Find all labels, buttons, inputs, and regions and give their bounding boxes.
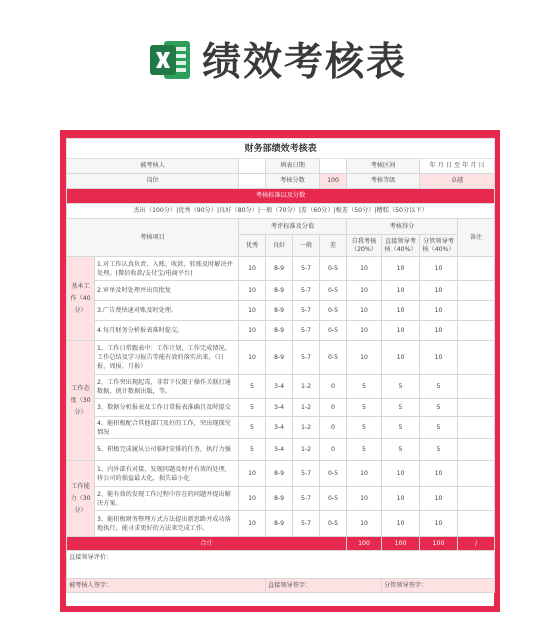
category-basic: 基本工作（40分）: [67, 257, 95, 341]
division-score[interactable]: 10: [420, 301, 458, 321]
average-value: 5-7: [293, 257, 320, 281]
score-group-header: 考核得分: [347, 219, 458, 235]
poor-value: 0-5: [320, 487, 347, 511]
poor-header: 差: [320, 235, 347, 257]
direct-score[interactable]: 10: [382, 257, 420, 281]
remark-cell[interactable]: [458, 341, 495, 375]
remark-cell[interactable]: [458, 257, 495, 281]
direct-score[interactable]: 10: [382, 461, 420, 487]
division-score-header: 分管领导考核（40%）: [420, 235, 458, 257]
item-header: 考核项目: [67, 219, 239, 257]
direct-score[interactable]: 10: [382, 341, 420, 375]
self-score-header: 自我考核（20%）: [347, 235, 382, 257]
poor-value: 0-5: [320, 281, 347, 301]
direct-score-header: 直接领导考核（40%）: [382, 235, 420, 257]
remark-cell[interactable]: [458, 321, 495, 341]
division-score[interactable]: 5: [420, 439, 458, 461]
excellent-value: 10: [239, 487, 266, 511]
good-value: 8-9: [266, 461, 293, 487]
good-value: 3-4: [266, 375, 293, 399]
poor-value: 0: [320, 439, 347, 461]
item-text: 3.广告费快速对账及时处理。: [95, 301, 239, 321]
grade-value: 卓越: [420, 174, 495, 189]
direct-score[interactable]: 10: [382, 511, 420, 537]
item-text: 3、能积极财务整理方式方法提出新思路并成功落地执行，能寻求更好的方法来完成工作。: [95, 511, 239, 537]
position-field[interactable]: [239, 174, 266, 189]
remark-cell[interactable]: [458, 487, 495, 511]
fill-date-label: 填表日期: [266, 159, 320, 174]
excellent-value: 10: [239, 281, 266, 301]
appraisal-table: [66, 138, 495, 593]
item-text: 1.对工作认真负责，入账、收款、转账及时解决并处理。(微信收款/支付宝/电商平台): [95, 257, 239, 281]
self-score[interactable]: 10: [347, 487, 382, 511]
item-text: 2.审单及时处理并出页批复: [95, 281, 239, 301]
assessee-signature[interactable]: 被考核人签字：: [67, 579, 266, 593]
self-score[interactable]: 5: [347, 417, 382, 439]
good-value: 8-9: [266, 511, 293, 537]
position-label: 岗位: [67, 174, 239, 189]
poor-value: 0-5: [320, 341, 347, 375]
division-score[interactable]: 10: [420, 461, 458, 487]
page-header: [0, 0, 560, 128]
remark-cell[interactable]: [458, 417, 495, 439]
poor-value: 0-5: [320, 301, 347, 321]
direct-score[interactable]: 10: [382, 487, 420, 511]
division-score[interactable]: 10: [420, 321, 458, 341]
page-title: 绩效考核表: [202, 39, 408, 85]
division-score[interactable]: 10: [420, 281, 458, 301]
excellent-value: 5: [239, 399, 266, 417]
direct-signature[interactable]: 直接领导签字：: [266, 579, 382, 593]
item-text: 1、内外部有对接，发现问题及时并有效的处理，将公司的损益最大化，损失最小化: [95, 461, 239, 487]
good-value: 8-9: [266, 301, 293, 321]
direct-score[interactable]: 10: [382, 281, 420, 301]
total-division: 100: [420, 537, 458, 551]
average-value: 1-2: [293, 439, 320, 461]
division-score[interactable]: 5: [420, 417, 458, 439]
self-score[interactable]: 10: [347, 301, 382, 321]
period-field[interactable]: 年 月 日 至 年 月 日: [420, 159, 495, 174]
poor-value: 0-5: [320, 461, 347, 487]
item-text: 4、能积极配合其他部门及好的工作，突出现探究情况: [95, 417, 239, 439]
average-value: 1-2: [293, 417, 320, 439]
division-score[interactable]: 5: [420, 375, 458, 399]
score-value: 100: [320, 174, 347, 189]
item-text: 1、工作日常跟表中：工作计划、工作完成情况、工作总结及学习报告等能有效的落实出来。（日报、周报、月报）: [95, 341, 239, 375]
direct-score[interactable]: 5: [382, 439, 420, 461]
standard-title: 考核标准以及分数: [67, 189, 495, 204]
total-direct: 100: [382, 537, 420, 551]
assessee-label: 被考核人: [67, 159, 239, 174]
excellent-value: 10: [239, 301, 266, 321]
score-label: 考核分数: [266, 174, 320, 189]
excellent-value: 5: [239, 417, 266, 439]
excellent-header: 优秀: [239, 235, 266, 257]
self-score[interactable]: 10: [347, 511, 382, 537]
division-signature[interactable]: 分管领导签字：: [382, 579, 495, 593]
good-value: 8-9: [266, 341, 293, 375]
category-attitude: 工作态度（30分）: [67, 341, 95, 461]
total-remark: /: [458, 537, 495, 551]
direct-score[interactable]: 5: [382, 417, 420, 439]
direct-score[interactable]: 10: [382, 301, 420, 321]
item-text: 4.每月财务分析报表准时提交。: [95, 321, 239, 341]
division-score[interactable]: 10: [420, 487, 458, 511]
self-score[interactable]: 5: [347, 375, 382, 399]
item-text: 2、能有效的发现工作过程中存在的问题并提出解决方案。: [95, 487, 239, 511]
direct-score[interactable]: 5: [382, 375, 420, 399]
sheet-frame: [60, 130, 500, 612]
total-self: 100: [347, 537, 382, 551]
excellent-value: 10: [239, 341, 266, 375]
excellent-value: 10: [239, 257, 266, 281]
poor-value: 0: [320, 399, 347, 417]
total-row: [67, 537, 495, 551]
division-score[interactable]: 5: [420, 399, 458, 417]
good-header: 良好: [266, 235, 293, 257]
good-value: 3-4: [266, 417, 293, 439]
item-text: 2、工作突出现起毒，非常下仅限于操作关联打通数据，统计数据出版，等。: [95, 375, 239, 399]
remark-cell[interactable]: [458, 439, 495, 461]
item-text: 5、积极完成履从公司临时安排的任务，执行力强: [95, 439, 239, 461]
self-score[interactable]: 5: [347, 439, 382, 461]
average-value: 5-7: [293, 487, 320, 511]
criteria-group-header: 考评标准及分值: [239, 219, 347, 235]
division-score[interactable]: 10: [420, 257, 458, 281]
average-value: 5-7: [293, 281, 320, 301]
good-value: 3-4: [266, 439, 293, 461]
direct-score[interactable]: 5: [382, 399, 420, 417]
excellent-value: 10: [239, 321, 266, 341]
form-title: 财务部绩效考核表: [67, 139, 495, 159]
self-score[interactable]: 10: [347, 281, 382, 301]
category-ability: 工作能力（30分）: [67, 461, 95, 537]
remark-cell[interactable]: [458, 511, 495, 537]
average-value: 5-7: [293, 301, 320, 321]
good-value: 3-4: [266, 399, 293, 417]
self-score[interactable]: 10: [347, 341, 382, 375]
poor-value: 0: [320, 375, 347, 399]
fill-date-field[interactable]: [320, 159, 347, 174]
good-value: 8-9: [266, 321, 293, 341]
remark-cell[interactable]: [458, 399, 495, 417]
poor-value: 0-5: [320, 257, 347, 281]
excellent-value: 10: [239, 511, 266, 537]
excel-icon: [150, 37, 192, 83]
remark-cell[interactable]: [458, 281, 495, 301]
self-score[interactable]: 10: [347, 257, 382, 281]
direct-comment-field[interactable]: 直接领导评价：: [67, 551, 495, 579]
division-score[interactable]: 10: [420, 341, 458, 375]
good-value: 8-9: [266, 487, 293, 511]
good-value: 8-9: [266, 257, 293, 281]
average-header: 一般: [293, 235, 320, 257]
item-text: 3、数据分析报表及工作日常报表准确且及时提交: [95, 399, 239, 417]
good-value: 8-9: [266, 281, 293, 301]
standard-text: 杰出（100分）|优秀（90分）|良好（80分）|一般（70分）|差（60分）|极差（50分）|糟糕（50分以下）: [67, 204, 495, 219]
remark-cell[interactable]: [458, 461, 495, 487]
average-value: 1-2: [293, 399, 320, 417]
division-score[interactable]: 10: [420, 511, 458, 537]
remark-cell[interactable]: [458, 375, 495, 399]
poor-value: 0-5: [320, 511, 347, 537]
excellent-value: 10: [239, 461, 266, 487]
average-value: 5-7: [293, 321, 320, 341]
self-score[interactable]: 5: [347, 399, 382, 417]
average-value: 5-7: [293, 511, 320, 537]
assessee-field[interactable]: [239, 159, 266, 174]
self-score[interactable]: 10: [347, 461, 382, 487]
average-value: 1-2: [293, 375, 320, 399]
self-score[interactable]: 10: [347, 321, 382, 341]
direct-score[interactable]: 10: [382, 321, 420, 341]
poor-value: 0: [320, 417, 347, 439]
average-value: 5-7: [293, 341, 320, 375]
excellent-value: 5: [239, 375, 266, 399]
period-label: 考核区间: [347, 159, 420, 174]
poor-value: 0-5: [320, 321, 347, 341]
remark-cell[interactable]: [458, 301, 495, 321]
excellent-value: 5: [239, 439, 266, 461]
grade-label: 考核等级: [347, 174, 420, 189]
total-label: 合计: [67, 537, 347, 551]
form-paper: [66, 138, 494, 606]
remark-header: 备注: [458, 219, 495, 257]
average-value: 5-7: [293, 461, 320, 487]
